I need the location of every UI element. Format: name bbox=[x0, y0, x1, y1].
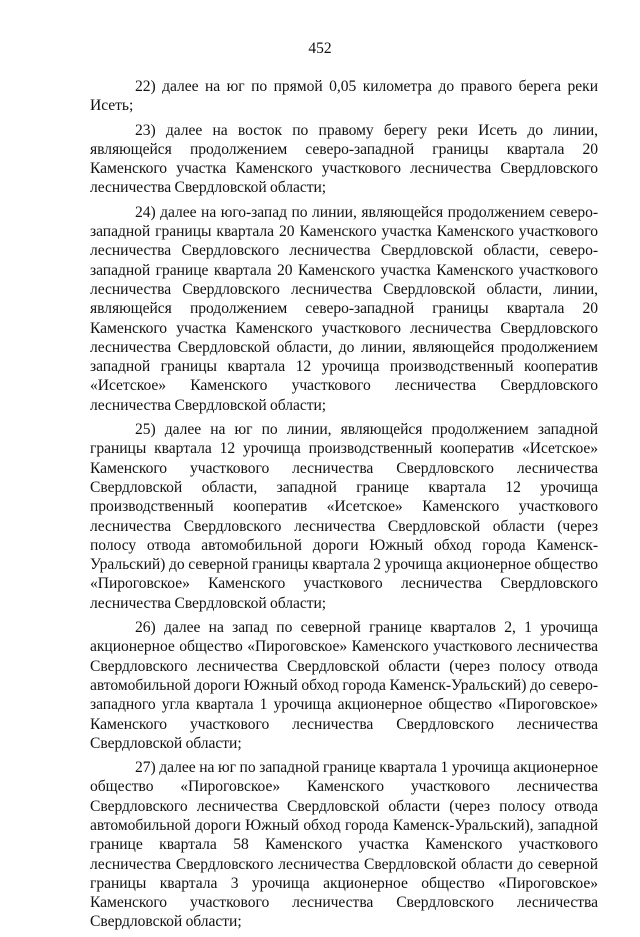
page-number: 452 bbox=[308, 40, 332, 57]
paragraph-23: 23) далее на восток по правому берегу реки Исеть до линии, являющейся продолжением северо-западной границы квартала 20 Каменского участка Каменского участкового лесничества Свердловского лесничества Свердловской области; bbox=[90, 121, 598, 197]
paragraph-26: 26) далее на запад по северной границе кварталов 2, 1 урочища акционерное общество «Пироговское» Каменского участкового лесничества Свердловского лесничества Свердловской области (через полосу отвода автомобильной дороги Южный обход города Каменск-Уральский) до северо-западного угла квартала 1 урочища акционерное общество «Пироговское» Каменского участкового лесничества Свердловского лесничества Свердловской области; bbox=[90, 619, 598, 752]
document-body bbox=[90, 77, 598, 937]
paragraph-27: 27) далее на юг по западной границе квартала 1 урочища акционерное общество «Пироговское» Каменского участкового лесничества Свердловского лесничества Свердловской области (через полосу отвода автомобильной дороги Южный обход города Каменск-Уральский), западной границе квартала 58 Каменского участка Каменского участкового лесничества Свердловского лесничества Свердловской области до северной границы квартала 3 урочища акционерное общество «Пироговское» Каменского участкового лесничества Свердловского лесничества Свердловской области; bbox=[90, 759, 598, 931]
paragraph-22: 22) далее на юг по прямой 0,05 километра до правого берега реки Исеть; bbox=[90, 78, 598, 115]
paragraph-24: 24) далее на юго-запад по линии, являющейся продолжением северо-западной границы квартала 20 Каменского участка Каменского участкового лесничества Свердловского лесничества Свердловской области, северо-западной границе квартала 20 Каменского участка Каменского участкового лесничества Свердловского лесничества Свердловской области, линии, являющейся продолжением северо-западной границы квартала 20 Каменского участка Каменского участкового лесничества Свердловского лесничества Свердловской области, до линии, являющейся продолжением западной границы квартала 12 урочища производственный кооператив «Исетское» Каменского участкового лесничества Свердловского лесничества Свердловской области; bbox=[90, 203, 598, 414]
paragraph-25: 25) далее на юг по линии, являющейся продолжением западной границы квартала 12 урочища производственный кооператив «Исетское» Каменского участкового лесничества Свердловского лесничества Свердловской области, западной границе квартала 12 урочища производственный кооператив «Исетское» Каменского участкового лесничества Свердловского лесничества Свердловской области (через полосу отвода автомобильной дороги Южный обход города Каменск-Уральский) до северной границы квартала 2 урочища акционерное общество «Пироговское» Каменского участкового лесничества Свердловского лесничества Свердловской области; bbox=[90, 421, 598, 612]
